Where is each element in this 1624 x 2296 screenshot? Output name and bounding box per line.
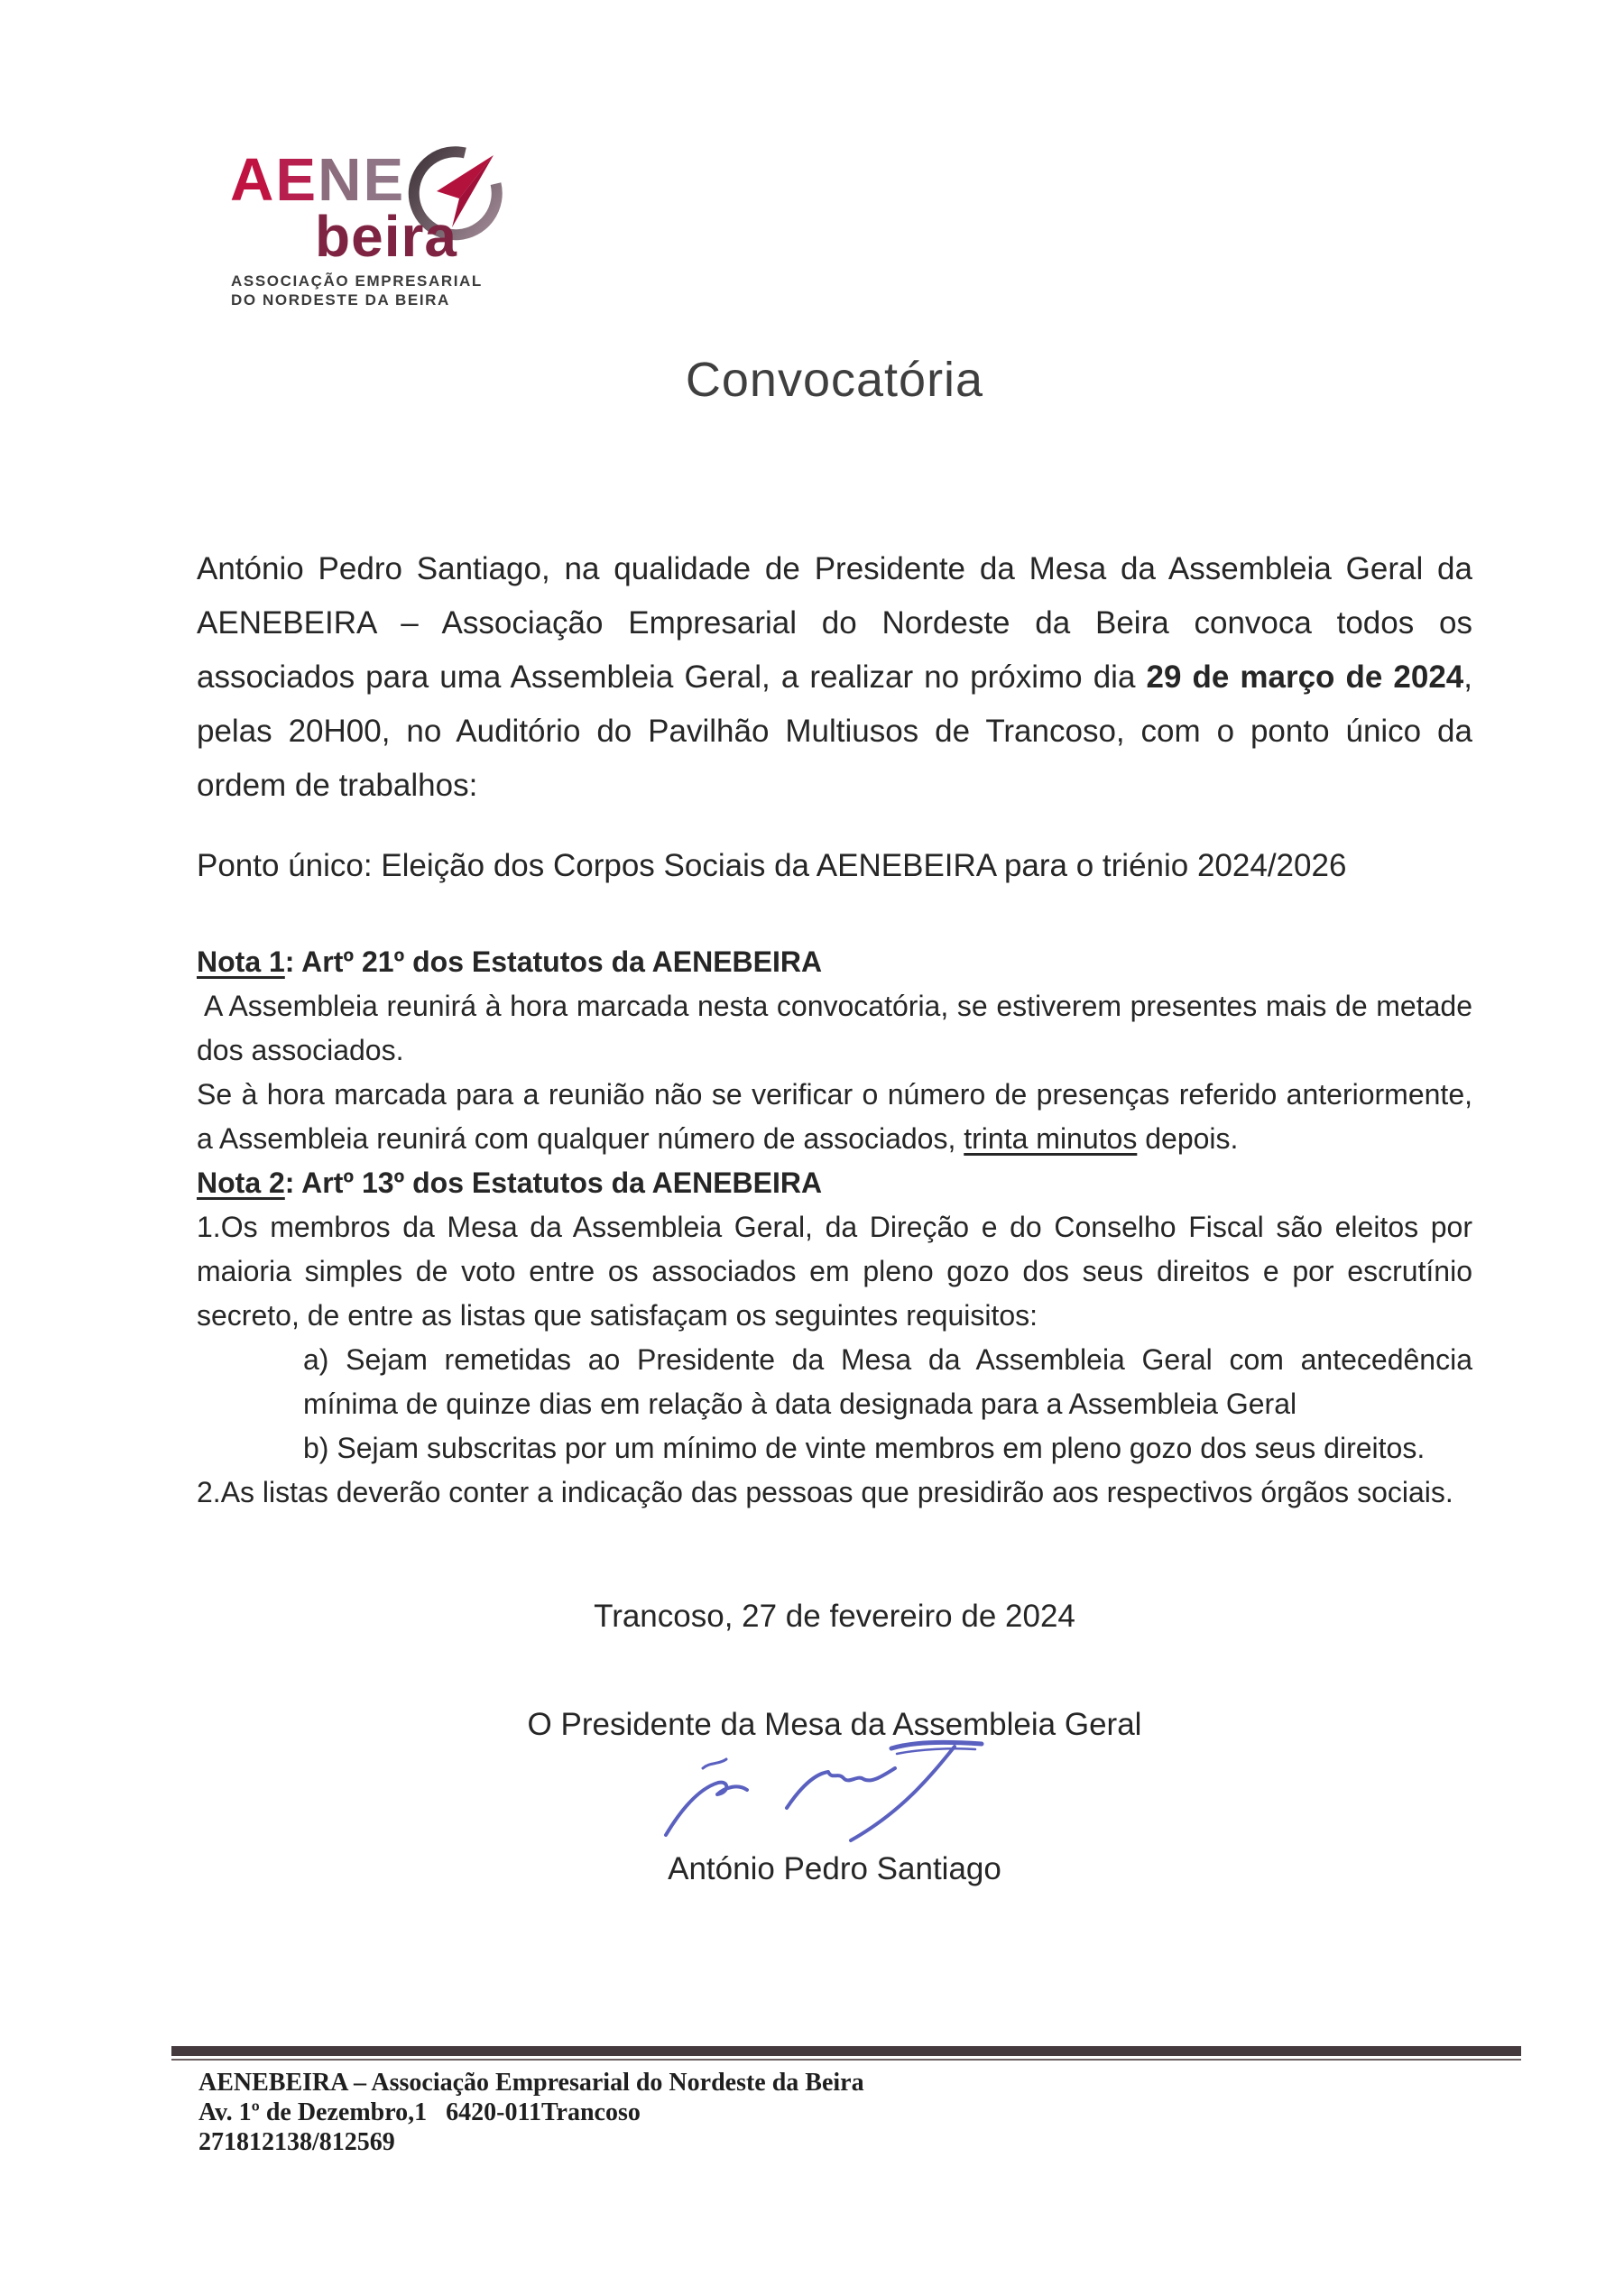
footer-divider-thin-line	[171, 2059, 1521, 2061]
nota1-p2-run-3: depois.	[1137, 1122, 1239, 1155]
nota1-heading-rest: : Artº 21º dos Estatutos da AENEBEIRA	[284, 945, 823, 978]
logo-wordmark-aene: AENE	[230, 146, 406, 214]
footer-divider-thick-line	[171, 2046, 1521, 2056]
footer-org-name: AENEBEIRA – Associação Empresarial do Nordeste da Beira	[198, 2069, 864, 2097]
logo-subtitle	[231, 272, 483, 309]
notes-section	[197, 940, 1472, 1515]
aenebeira-logo	[228, 144, 553, 325]
nota2-item-2: 2.As listas deverão conter a indicação das pessoas que presidirão aos respectivos órgãos sociais.	[197, 1476, 1453, 1508]
nota2-item-a: a) Sejam remetidas ao Presidente da Mesa da Assembleia Geral com antecedência mínima de quinze dias em relação à data designada para a Assembleia Geral	[303, 1343, 1472, 1420]
footer-address: Av. 1º de Dezembro,1 6420-011Trancoso	[198, 2098, 641, 2126]
logo-wordmark-beira: beira	[315, 204, 457, 269]
intro-run-1: António Pedro Santiago, na qualidade de Presidente da Mesa da Assembleia Geral da AENEBEIRA – Associação Empresarial do Nordeste da Beira convoca todos os associados para uma Assembleia Geral, a realizar no próximo dia	[197, 551, 1472, 695]
intro-run-date-bold: 29 de março de 2024	[1146, 659, 1464, 695]
nota2-item-b: b) Sejam subscritas por um mínimo de vinte membros em pleno gozo dos seus direitos.	[303, 1432, 1426, 1464]
nota1-p2-run-1: Se à hora marcada para a reunião não se verificar o número de presenças referido anteriormente, a Assembleia reunirá com qualquer número de associados,	[197, 1078, 1472, 1155]
dateline: Trancoso, 27 de fevereiro de 2024	[594, 1599, 1075, 1634]
nota1-heading-underlined: Nota 1	[197, 945, 285, 978]
footer-phone-numbers: 271812138/812569	[198, 2128, 395, 2156]
logo-subtitle-line2: DO NORDESTE DA BEIRA	[231, 291, 450, 309]
handwritten-signature	[595, 1738, 1047, 1848]
footer-divider	[171, 2046, 1521, 2064]
footer	[198, 2068, 1474, 2157]
nota1-paragraph-2	[197, 1073, 1472, 1161]
nota2-heading-rest: : Artº 13º dos Estatutos da AENEBEIRA	[284, 1166, 823, 1199]
intro-paragraph	[197, 542, 1472, 813]
nota1-heading	[197, 940, 1472, 984]
nota1-p2-run-underlined: trinta minutos	[964, 1122, 1138, 1155]
page-title: Convocatória	[685, 353, 984, 407]
nota1-paragraph-1: A Assembleia reunirá à hora marcada nesta convocatória, se estiverem presentes mais de metade dos associados.	[197, 990, 1472, 1066]
intro-run-3: , pelas 20H00, no Auditório do Pavilhão Multiusos de Trancoso, com o ponto único da ordem de trabalhos:	[197, 659, 1472, 803]
nota2-heading-underlined: Nota 2	[197, 1166, 285, 1199]
signature-title: O Presidente da Mesa da Assembleia Geral	[527, 1707, 1142, 1742]
agenda-point: Ponto único: Eleição dos Corpos Sociais da AENEBEIRA para o triénio 2024/2026	[197, 848, 1347, 883]
nota2-heading	[197, 1161, 1472, 1205]
logo-subtitle-line1: ASSOCIAÇÃO EMPRESARIAL	[231, 272, 483, 290]
nota2-item-1: 1.Os membros da Mesa da Assembleia Geral, da Direção e do Conselho Fiscal são eleitos por maioria simples de voto entre os associados em pleno gozo dos seus direitos e por escrutínio secreto, de entre as listas que satisfaçam os seguintes requisitos:	[197, 1211, 1472, 1332]
signature-name: António Pedro Santiago	[668, 1851, 1001, 1886]
